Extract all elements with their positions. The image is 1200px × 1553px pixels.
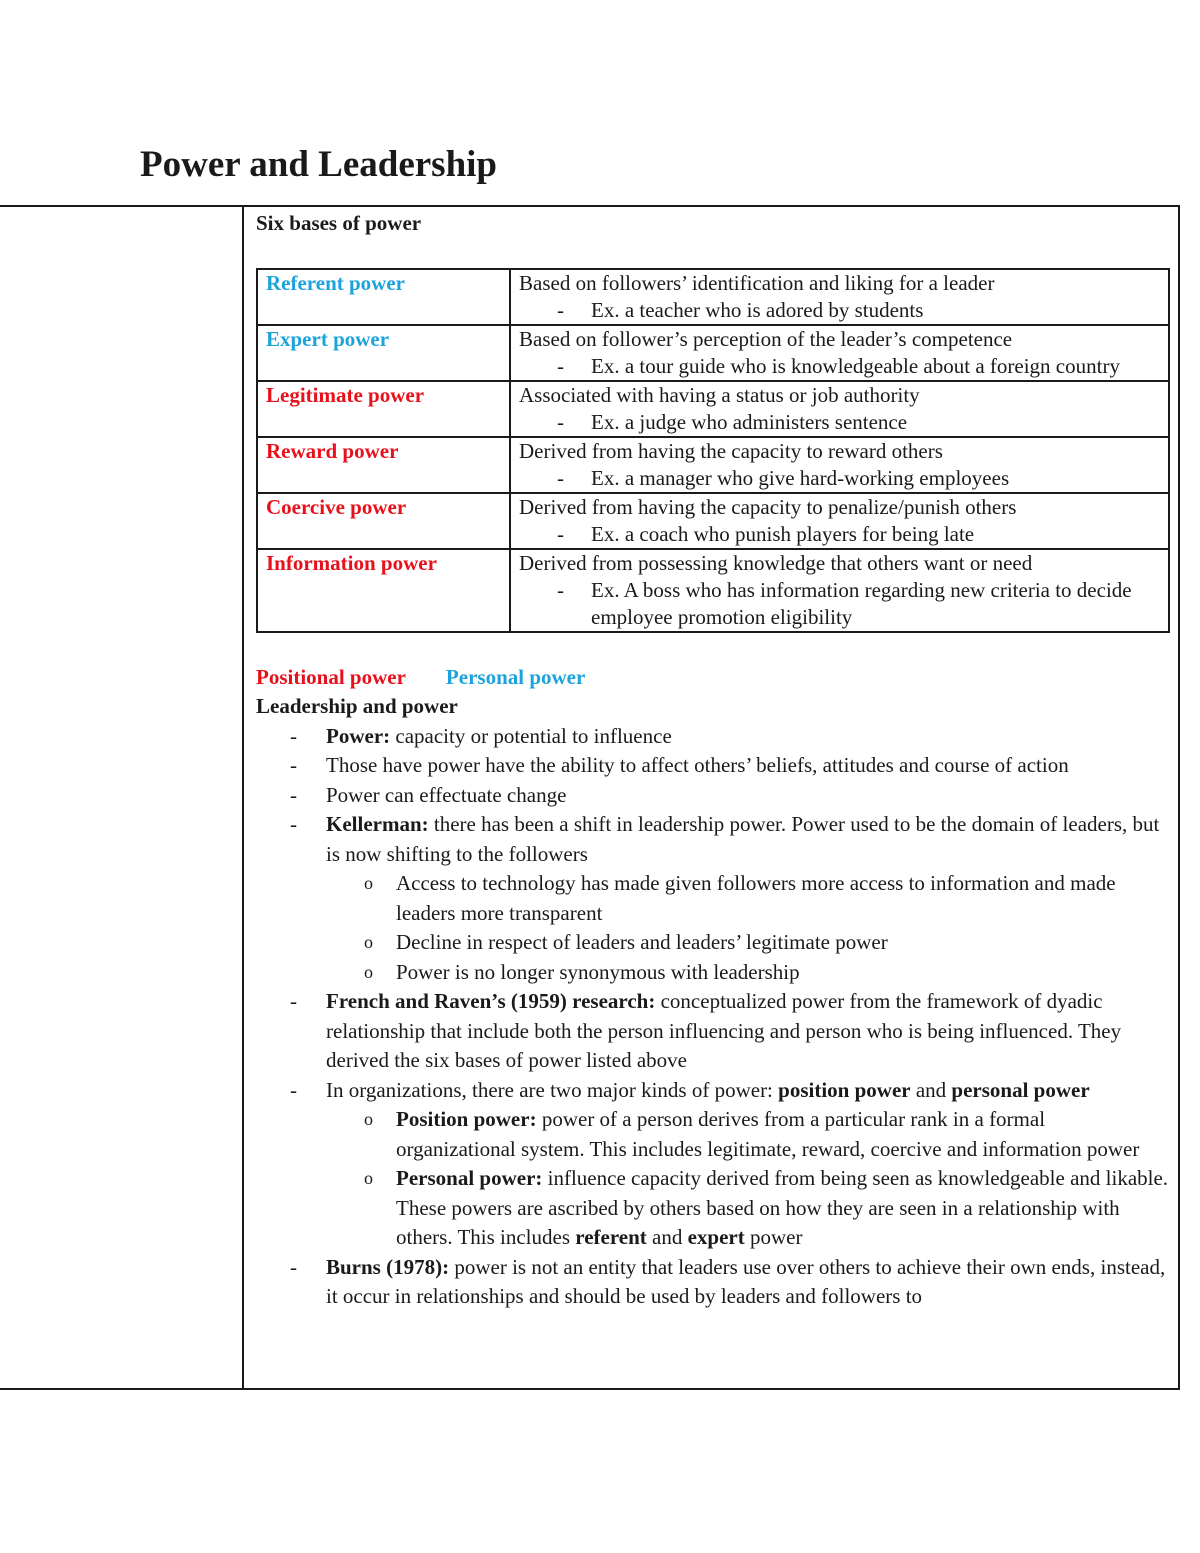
- sub-list-item: o Access to technology has made given followers more access to information and made leaders more transparent: [364, 871, 1116, 925]
- power-base-definition: Derived from having the capacity to reward others: [519, 438, 943, 463]
- page-title: Power and Leadership: [140, 144, 498, 185]
- power-type-legend: [256, 663, 1170, 693]
- section-heading-six-bases: Six bases of power: [256, 211, 422, 235]
- section-heading-leadership-power: Leadership and power: [256, 694, 458, 718]
- power-base-example: - Ex. a teacher who is adored by students: [557, 297, 924, 322]
- power-base-name: Reward power: [257, 437, 510, 493]
- power-base-example: - Ex. a manager who give hard-working employees: [557, 465, 1010, 490]
- power-base-example: - Ex. a tour guide who is knowledgeable about a foreign country: [557, 353, 1120, 378]
- power-base-name: Legitimate power: [257, 381, 510, 437]
- power-base-name: Referent power: [257, 269, 510, 325]
- table-row: [257, 381, 1169, 437]
- power-base-definition: Based on follower’s perception of the leader’s competence: [519, 326, 1013, 351]
- sub-list-item: o Personal power: influence capacity derived from being seen as knowledgeable and likable. These powers are ascribed by others based on how they are seen in a relationship with others. This includes referent and expert power: [364, 1166, 1169, 1249]
- table-row: [257, 269, 1169, 325]
- table-row: [257, 437, 1169, 493]
- power-base-name: Information power: [257, 549, 510, 632]
- bases-of-power-table: [256, 268, 1170, 633]
- list-item: - Power: capacity or potential to influence: [290, 723, 672, 748]
- power-kinds-sub-list: [326, 1105, 1170, 1253]
- list-item: - Power can effectuate change: [290, 782, 567, 807]
- power-base-definition-cell: [510, 437, 1169, 493]
- list-item: - Those have power have the ability to affect others’ beliefs, attitudes and course of action: [290, 753, 1069, 777]
- power-base-name: Expert power: [257, 325, 510, 381]
- list-item: - In organizations, there are two major kinds of power: position power and personal power o Position power: power of a person derives from a particular rank in a formal organizational system. This includes legitimate, reward, coercive and information power o Personal power: influence capacity derived from being seen as knowledgeable and likable. These powers are ascribed by others based on how they are seen in a relationship with others. This includes referent and expert power: [256, 1076, 1170, 1253]
- list-item: - Burns (1978): power is not an entity that leaders use over others to achieve their own ends, instead, it occur in relationships and should be used by leaders and followers to: [290, 1254, 1166, 1308]
- kellerman-sub-list: [326, 869, 1170, 987]
- power-base-definition-cell: [510, 549, 1169, 632]
- notes-frame: [0, 205, 1180, 1390]
- legend-personal-power: Personal power: [445, 664, 586, 689]
- power-base-definition: Associated with having a status or job authority: [519, 382, 920, 407]
- table-row: [257, 493, 1169, 549]
- column-divider: [242, 207, 244, 1388]
- table-row: [257, 549, 1169, 632]
- notes-content: [256, 209, 1170, 1312]
- power-base-definition: Derived from having the capacity to penalize/punish others: [519, 494, 1017, 519]
- sub-list-item: o Power is no longer synonymous with leadership: [364, 959, 800, 984]
- power-base-definition-cell: [510, 325, 1169, 381]
- legend-positional-power: Positional power: [256, 664, 406, 689]
- power-base-name: Coercive power: [257, 493, 510, 549]
- power-base-example: - Ex. A boss who has information regarding new criteria to decide employee promotion eligibility: [557, 577, 1132, 629]
- power-base-definition: Derived from possessing knowledge that others want or need: [519, 550, 1033, 575]
- list-item: - Kellerman: there has been a shift in leadership power. Power used to be the domain of leaders, but is now shifting to the followers o Access to technology has made given followers more access to information and made leaders more transparent o Decline in respect of leaders and leaders’ legitimate power o Power is no longer synonymous with leadership: [256, 810, 1170, 987]
- leadership-bullet-list: [256, 722, 1170, 1312]
- table-row: [257, 325, 1169, 381]
- power-base-definition-cell: [510, 269, 1169, 325]
- power-base-definition-cell: [510, 381, 1169, 437]
- sub-list-item: o Position power: power of a person derives from a particular rank in a formal organizational system. This includes legitimate, reward, coercive and information power: [364, 1107, 1140, 1161]
- power-base-example: - Ex. a coach who punish players for being late: [557, 521, 975, 546]
- sub-list-item: o Decline in respect of leaders and leaders’ legitimate power: [364, 930, 888, 954]
- list-item: - French and Raven’s (1959) research: conceptualized power from the framework of dyadic relationship that include both the person influencing and person who is being influenced. They derived the six bases of power listed above: [290, 989, 1122, 1072]
- power-base-definition-cell: [510, 493, 1169, 549]
- power-base-example: - Ex. a judge who administers sentence: [557, 409, 908, 434]
- power-base-definition: Based on followers’ identification and liking for a leader: [519, 270, 995, 295]
